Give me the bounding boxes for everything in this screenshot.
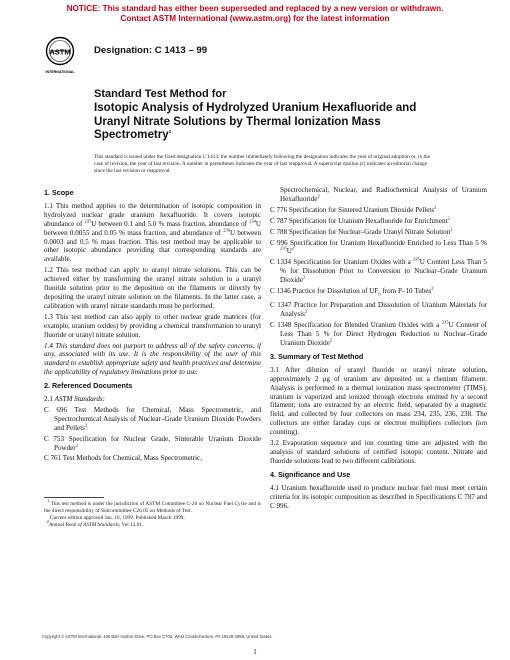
scope-heading: 1. Scope bbox=[44, 188, 74, 197]
astm-standards-label: 2.1 ASTM Standards: bbox=[44, 395, 106, 404]
reference-c788: C 788 Specification for Nuclear–Grade Uranyl Nitrate Solution$^2$ bbox=[270, 226, 453, 236]
reference-c1347: C 1347 Practice for Preparation and Dissolution of Uranium Materials for Analysis$^2$ bbox=[270, 301, 487, 319]
withdrawal-notice bbox=[0, 4, 510, 24]
logo-subtext: INTERNATIONAL bbox=[45, 70, 75, 74]
summary-heading: 3. Summary of Test Method bbox=[270, 351, 364, 361]
notice-line-2: Contact ASTM International (www.astm.org) for the latest information bbox=[120, 14, 390, 23]
footnote-rule bbox=[44, 497, 104, 498]
copyright-line: Copyright © ASTM International, 100 Barr Harbor Drive, PO Box C700, West Conshohocken, PA 19428-2959, United States. bbox=[42, 634, 273, 639]
scope-para-1-3: 1.3 This test method can also apply to other nuclear grade matrices (for example, uranium oxides) by providing a chemical transformation to uranyl fluoride or uranyl nitrate solution. bbox=[44, 312, 261, 339]
referenced-documents-heading: 2. Referenced Documents bbox=[44, 381, 133, 391]
reference-c761: C 761 Test Methods for Chemical, Mass Spectrometric, bbox=[44, 454, 202, 463]
reference-c787: C 787 Specification for Uranium Hexafluoride for Enrichment$^2$ bbox=[270, 215, 450, 225]
issuance-note: This standard is issued under the fixed designation C 1413; the number immediately following the designation indicates the year of original adoption or, in the case of revision, the year of last revision. A number in parentheses indicates the year of last reapproval. A superscript epsilon (ε) indicates an editorial change since the last revision or reapproval. bbox=[94, 154, 430, 174]
summary-para-3-1: 3.1 After dilution of uranyl fluoride or uranyl nitrate solution, approximately 2 μg of uranium are deposited on a rhenium filament. Analysis is performed in a thermal ionization mass spectrometer (TIMS), uranium is vaporized and ionized through electrons emitted by a second filament; ions are extracted by an electric field, separated by a magnetic field, and collected by four collectors on mass 234, 235, 236, 238. The collectors are either faraday cups or electron multipliers collectors (ion counting). bbox=[270, 365, 487, 437]
reference-c776: C 776 Specification for Sintered Uranium Dioxide Pellets$^2$ bbox=[270, 204, 437, 214]
reference-c996: C 996 Specification for Uranium Hexafluoride Enriched to Less Than 5 % $^{235}U^2$ bbox=[270, 238, 487, 256]
standard-type: Standard Test Method for bbox=[94, 88, 227, 100]
reference-c761-continued: Spectrochemical, Nuclear, and Radiochemical Analysis of Uranium Hexafluoride$^2$ bbox=[280, 186, 487, 203]
notice-line-1: NOTICE: This standard has either been superseded and replaced by a new version or withdrawn. bbox=[66, 4, 444, 13]
title-line-3 bbox=[94, 128, 474, 142]
right-column bbox=[270, 186, 487, 512]
footnote-1: $^1$ This test method is under the jurisdiction of ASTM Committee C-26 on Nuclear Fuel Cycle and is the direct responsibility of Subcommittee C26.05 on Methods of Test. bbox=[44, 498, 261, 515]
scope-para-1-2: 1.2 This test method can apply to uranyl nitrate solutions. This can be achieved either by transforming the uranyl nitrate solution to a uranyl fluoride solution prior to the deposition on the filaments or directly by depositing the uranyl nitrate solution on the filaments. In the latter case, a calibration with uranyl nitrate standards must be performed. bbox=[44, 266, 261, 310]
reference-c696: C 696 Test Methods for Chemical, Mass Spectrometric, and Spectrochemical Analysis of Nuclear–Grade Uranium Dioxide Powders and Pellets$^2$ bbox=[44, 405, 261, 432]
reference-c1346: C 1346 Practice for Dissolution of $UF_6$ from P–10 Tubes$^2$ bbox=[270, 285, 434, 297]
left-column bbox=[44, 184, 261, 529]
title-block bbox=[94, 88, 474, 142]
scope-para-1-1: 1.1 This method applies to the determination of isotopic composition in hydrolyzed nuclear grade uranium hexafluoride. It covers isotopic abundance of $^{235}$U between 0.1 and 5.0 % mass fraction, abundance of $^{234}$U between 0.0055 and 0.05 % mass fraction, and abundance of $^{236}$U between 0.0003 and 0.5 % mass fraction. This test method may be applicable to other isotopic abundance providing that corresponding standards are available. bbox=[44, 201, 261, 264]
title-line-2: Uranyl Nitrate Solutions by Thermal Ionization Mass bbox=[94, 114, 381, 128]
title-footnote-mark: 1 bbox=[168, 129, 172, 135]
significance-heading: 4. Significance and Use bbox=[270, 469, 351, 479]
reference-c753: C 753 Specification for Nuclear Grade, Sinterable Uranium Dioxide Powder$^2$ bbox=[44, 434, 261, 452]
reference-c1348: C 1348 Specification for Blended Uranium Oxides with a $^{235}$U Content of Less Than 5 % for Direct Hydrogen Reduction to Nuclear–Grade Uranium Dioxide$^2$ bbox=[270, 319, 487, 347]
scope-para-1-4: 1.4 This standard does not purport to address all of the safety concerns, if any, associated with its use. It is the responsibility of the user of this standard to establish appropriate safety and health practices and determine the applicability of regulatory limitations prior to use. bbox=[44, 341, 261, 377]
footnotes bbox=[44, 497, 261, 529]
designation: Designation: C 1413 – 99 bbox=[94, 45, 208, 56]
title-line-3-text: Spectrometry bbox=[94, 128, 169, 142]
astm-logo bbox=[44, 36, 76, 80]
significance-para-4-1: 4.1 Uranium hexafluoride used to produce nuclear fuel must meet certain criteria for its isotopic composition as described in Specifications C 787 and C 996. bbox=[270, 483, 487, 510]
reference-c1334: C 1334 Specification for Uranium Oxides with a $^{235}$U Content Less Than 5 % for Dissolution Prior to Conversion to Nuclear–Grade Uranium Dioxide$^2$ bbox=[270, 256, 487, 285]
footnote-2: $^2$Annual Book of ASTM Standards, Vol 12.01. bbox=[46, 519, 144, 529]
page-number: 1 bbox=[253, 648, 257, 656]
footnote-1-edition: Current edition approved Jan. 10, 1999. Published March 1999. bbox=[50, 515, 185, 522]
summary-para-3-2: 3.2 Evaporation sequence and ion counting time are adjusted with the analysis of standard solutions of certified isotopic content. Nitrate and fluoride solutions lead to two different calibrations. bbox=[270, 439, 487, 465]
title-line-1: Isotopic Analysis of Hydrolyzed Uranium Hexafluoride and bbox=[94, 101, 417, 114]
logo-text: ASTM bbox=[49, 47, 71, 57]
